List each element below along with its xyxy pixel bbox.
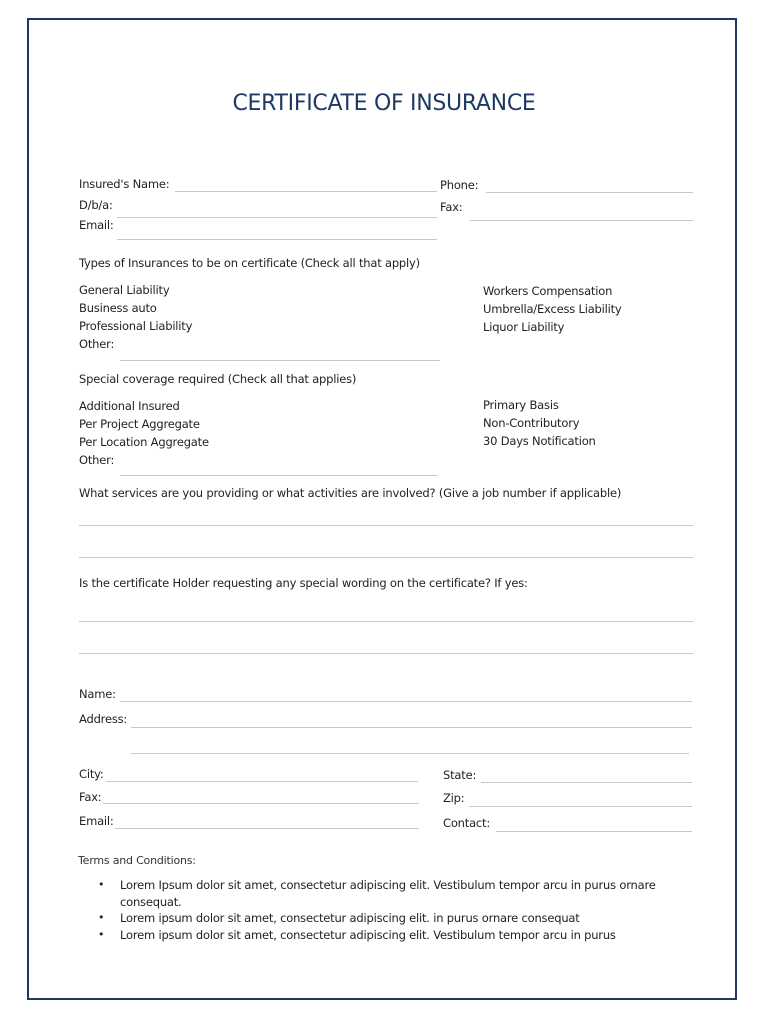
phone-field[interactable]: [486, 192, 693, 193]
holder-contact-label: Contact:: [443, 816, 491, 830]
wording-question: Is the certificate Holder requesting any special wording on the certificate? If yes:: [79, 576, 528, 590]
types-heading: Types of Insurances to be on certificate (Check all that apply): [79, 256, 420, 270]
holder-zip-label: Zip:: [443, 791, 465, 805]
coverage-heading: Special coverage required (Check all that applies): [79, 372, 357, 386]
services-question: What services are you providing or what activities are involved? (Give a job number if applicable): [79, 486, 622, 500]
fax-field[interactable]: [470, 220, 693, 221]
holder-fax-field[interactable]: [103, 803, 419, 804]
fax-label: Fax:: [440, 200, 463, 214]
email-label: Email:: [79, 218, 114, 232]
type-other-label: Other:: [79, 337, 115, 351]
dba-field[interactable]: [117, 217, 437, 218]
coverage-option[interactable]: Additional Insured: [79, 399, 180, 413]
holder-zip-field[interactable]: [469, 806, 692, 807]
holder-email-field[interactable]: [115, 828, 419, 829]
coverage-option[interactable]: Per Location Aggregate: [79, 435, 209, 449]
holder-city-label: City:: [79, 767, 104, 781]
holder-name-label: Name:: [79, 687, 116, 701]
holder-address-field-2[interactable]: [131, 753, 689, 754]
insured-name-field[interactable]: [175, 191, 437, 192]
wording-answer-line[interactable]: [79, 653, 693, 654]
terms-item: • Lorem Ipsum dolor sit amet, consectetur adipiscing elit. Vestibulum tempor arcu in purus ornare consequat.: [120, 877, 720, 910]
holder-state-label: State:: [443, 768, 477, 782]
terms-heading: Terms and Conditions:: [78, 854, 196, 867]
holder-address-field[interactable]: [131, 727, 692, 728]
coverage-option[interactable]: Non-Contributory: [483, 416, 580, 430]
insured-name-label: Insured's Name:: [79, 177, 170, 191]
holder-address-label: Address:: [79, 712, 128, 726]
coverage-option[interactable]: 30 Days Notification: [483, 434, 596, 448]
type-option[interactable]: Business auto: [79, 301, 157, 315]
holder-name-field[interactable]: [120, 701, 692, 702]
type-option[interactable]: General Liability: [79, 283, 170, 297]
type-option[interactable]: Liquor Liability: [483, 320, 565, 334]
holder-email-label: Email:: [79, 814, 114, 828]
coverage-other-field[interactable]: [120, 475, 438, 476]
dba-label: D/b/a:: [79, 198, 113, 212]
type-option[interactable]: Workers Compensation: [483, 284, 613, 298]
coverage-option[interactable]: Primary Basis: [483, 398, 559, 412]
services-answer-line[interactable]: [79, 525, 693, 526]
holder-fax-label: Fax:: [79, 790, 102, 804]
phone-label: Phone:: [440, 178, 479, 192]
type-option[interactable]: Professional Liability: [79, 319, 193, 333]
email-field[interactable]: [117, 239, 437, 240]
coverage-option[interactable]: Per Project Aggregate: [79, 417, 200, 431]
holder-state-field[interactable]: [481, 782, 692, 783]
type-option[interactable]: Umbrella/Excess Liability: [483, 302, 622, 316]
page-border: [27, 18, 737, 1000]
page-title: CERTIFICATE OF INSURANCE: [232, 91, 536, 116]
holder-city-field[interactable]: [106, 781, 418, 782]
services-answer-line[interactable]: [79, 557, 693, 558]
type-other-field[interactable]: [120, 360, 440, 361]
terms-list: [80, 877, 720, 943]
coverage-other-label: Other:: [79, 453, 115, 467]
holder-contact-field[interactable]: [496, 831, 692, 832]
wording-answer-line[interactable]: [79, 621, 693, 622]
terms-item: • Lorem ipsum dolor sit amet, consectetur adipiscing elit. Vestibulum tempor arcu in purus: [120, 927, 720, 944]
terms-item: • Lorem ipsum dolor sit amet, consectetur adipiscing elit. in purus ornare consequat: [120, 910, 720, 927]
